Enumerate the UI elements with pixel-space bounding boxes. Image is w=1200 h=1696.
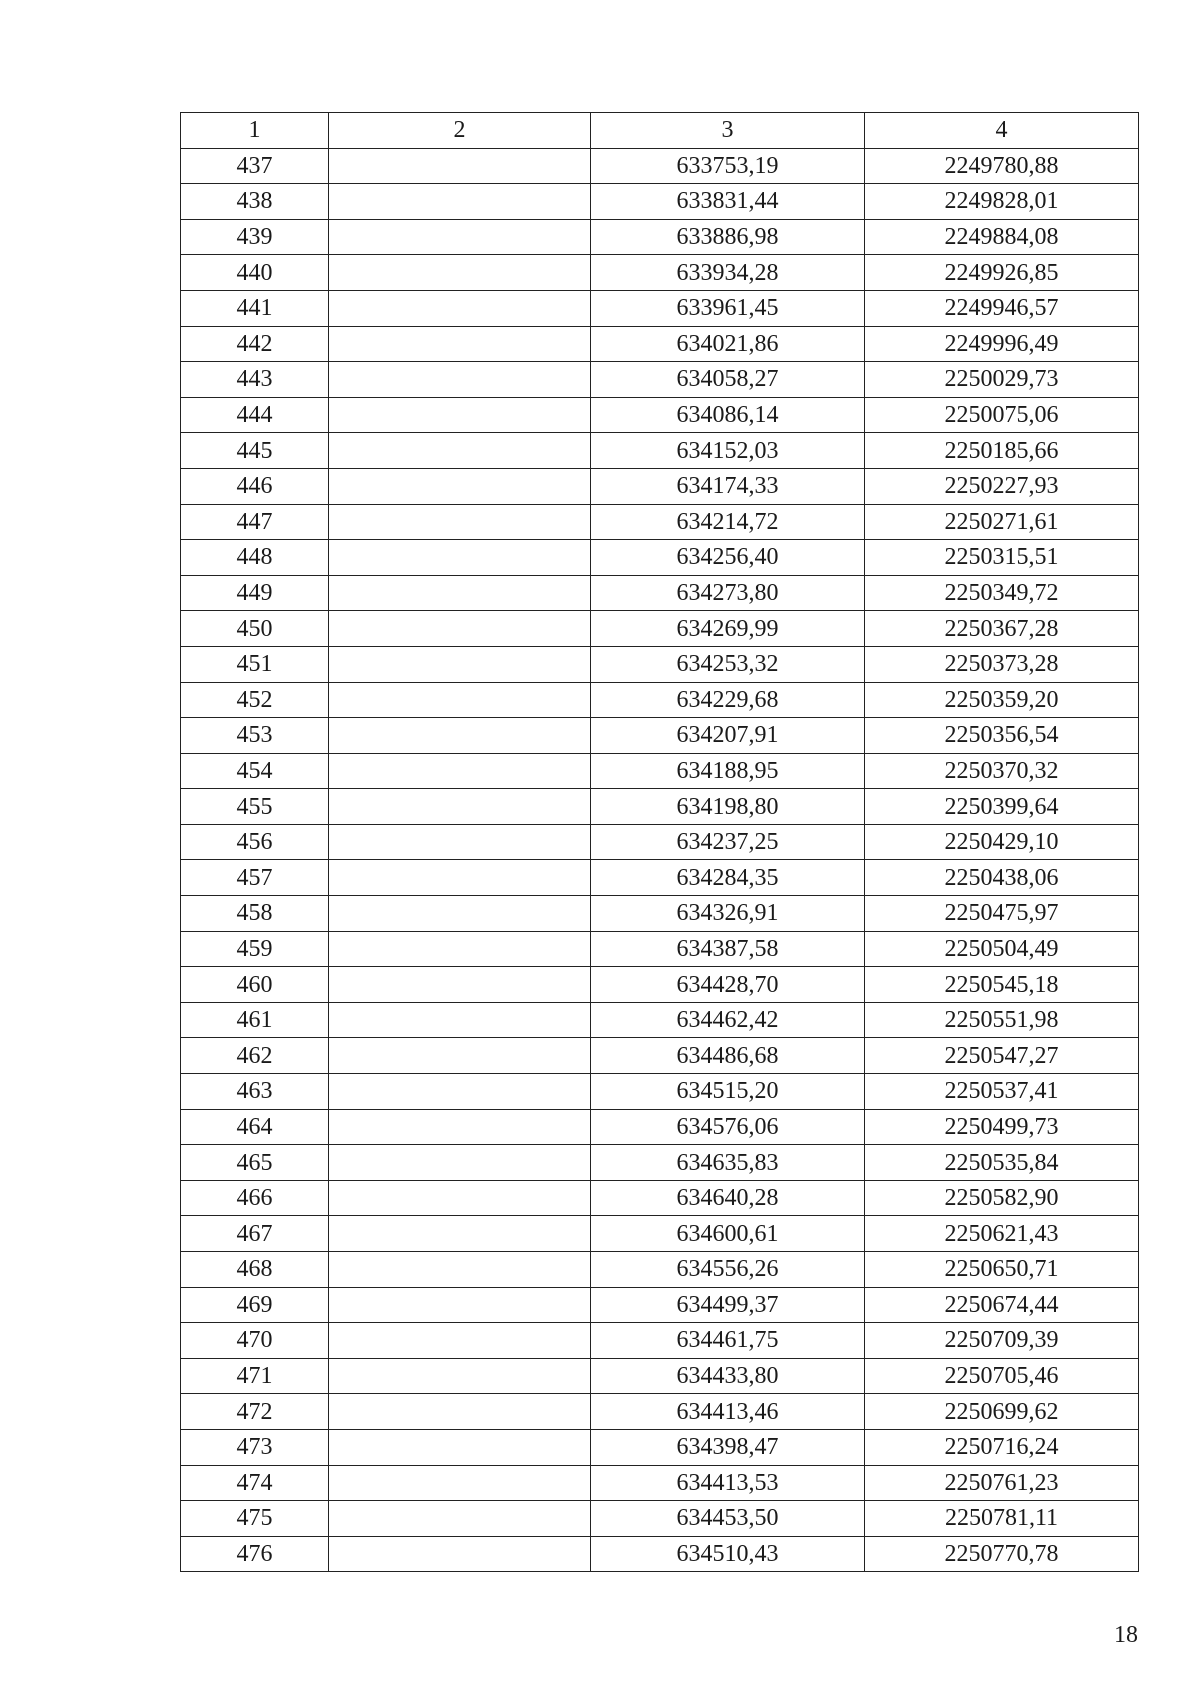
coordinate-x-cell: 633934,28 bbox=[591, 255, 865, 291]
empty-cell bbox=[329, 1252, 591, 1288]
empty-cell bbox=[329, 255, 591, 291]
coordinate-x-cell: 634237,25 bbox=[591, 824, 865, 860]
point-number-cell: 450 bbox=[181, 611, 329, 647]
point-number-cell: 446 bbox=[181, 468, 329, 504]
point-number-cell: 472 bbox=[181, 1394, 329, 1430]
coordinate-y-cell: 2250504,49 bbox=[865, 931, 1139, 967]
empty-cell bbox=[329, 504, 591, 540]
coordinate-y-cell: 2250621,43 bbox=[865, 1216, 1139, 1252]
coordinate-x-cell: 634273,80 bbox=[591, 575, 865, 611]
coordinate-y-cell: 2250674,44 bbox=[865, 1287, 1139, 1323]
table-row bbox=[181, 504, 1139, 540]
empty-cell bbox=[329, 718, 591, 754]
point-number-cell: 460 bbox=[181, 967, 329, 1003]
coordinate-x-cell: 634413,46 bbox=[591, 1394, 865, 1430]
coordinate-y-cell: 2250781,11 bbox=[865, 1501, 1139, 1537]
table-row bbox=[181, 362, 1139, 398]
point-number-cell: 444 bbox=[181, 397, 329, 433]
coordinate-y-cell: 2249946,57 bbox=[865, 290, 1139, 326]
empty-cell bbox=[329, 1465, 591, 1501]
point-number-cell: 466 bbox=[181, 1180, 329, 1216]
table-row bbox=[181, 219, 1139, 255]
empty-cell bbox=[329, 575, 591, 611]
coordinate-x-cell: 634058,27 bbox=[591, 362, 865, 398]
table-row bbox=[181, 1501, 1139, 1537]
empty-cell bbox=[329, 1180, 591, 1216]
point-number-cell: 473 bbox=[181, 1429, 329, 1465]
coordinate-x-cell: 634576,06 bbox=[591, 1109, 865, 1145]
coordinate-x-cell: 634188,95 bbox=[591, 753, 865, 789]
table-row bbox=[181, 967, 1139, 1003]
coordinate-x-cell: 634640,28 bbox=[591, 1180, 865, 1216]
empty-cell bbox=[329, 824, 591, 860]
coordinate-y-cell: 2250359,20 bbox=[865, 682, 1139, 718]
coordinate-y-cell: 2250545,18 bbox=[865, 967, 1139, 1003]
coordinate-y-cell: 2250399,64 bbox=[865, 789, 1139, 825]
table-row bbox=[181, 575, 1139, 611]
empty-cell bbox=[329, 753, 591, 789]
coordinate-x-cell: 634174,33 bbox=[591, 468, 865, 504]
empty-cell bbox=[329, 1038, 591, 1074]
table-row bbox=[181, 1074, 1139, 1110]
table-row bbox=[181, 433, 1139, 469]
empty-cell bbox=[329, 1287, 591, 1323]
table-row bbox=[181, 1180, 1139, 1216]
column-header-1: 1 bbox=[181, 113, 329, 149]
point-number-cell: 474 bbox=[181, 1465, 329, 1501]
coordinate-y-cell: 2250185,66 bbox=[865, 433, 1139, 469]
coordinate-x-cell: 633831,44 bbox=[591, 184, 865, 220]
table-row bbox=[181, 1287, 1139, 1323]
point-number-cell: 457 bbox=[181, 860, 329, 896]
point-number-cell: 453 bbox=[181, 718, 329, 754]
point-number-cell: 469 bbox=[181, 1287, 329, 1323]
table-row bbox=[181, 753, 1139, 789]
empty-cell bbox=[329, 896, 591, 932]
table-row bbox=[181, 646, 1139, 682]
coordinate-x-cell: 634214,72 bbox=[591, 504, 865, 540]
coordinate-y-cell: 2250535,84 bbox=[865, 1145, 1139, 1181]
coordinate-y-cell: 2250499,73 bbox=[865, 1109, 1139, 1145]
coordinate-x-cell: 634269,99 bbox=[591, 611, 865, 647]
coordinate-x-cell: 634461,75 bbox=[591, 1323, 865, 1359]
table-row bbox=[181, 824, 1139, 860]
table-row bbox=[181, 931, 1139, 967]
table-row bbox=[181, 1465, 1139, 1501]
table-row bbox=[181, 1038, 1139, 1074]
coordinate-x-cell: 634284,35 bbox=[591, 860, 865, 896]
coordinate-y-cell: 2250475,97 bbox=[865, 896, 1139, 932]
coordinate-y-cell: 2250537,41 bbox=[865, 1074, 1139, 1110]
point-number-cell: 464 bbox=[181, 1109, 329, 1145]
coordinate-y-cell: 2250227,93 bbox=[865, 468, 1139, 504]
empty-cell bbox=[329, 611, 591, 647]
empty-cell bbox=[329, 1216, 591, 1252]
point-number-cell: 456 bbox=[181, 824, 329, 860]
coordinate-x-cell: 634515,20 bbox=[591, 1074, 865, 1110]
coordinates-table bbox=[180, 112, 1139, 1572]
coordinate-x-cell: 634021,86 bbox=[591, 326, 865, 362]
empty-cell bbox=[329, 1536, 591, 1572]
table-row bbox=[181, 611, 1139, 647]
coordinate-y-cell: 2250075,06 bbox=[865, 397, 1139, 433]
page-number: 18 bbox=[1114, 1622, 1138, 1648]
coordinate-x-cell: 634486,68 bbox=[591, 1038, 865, 1074]
table-row bbox=[181, 326, 1139, 362]
point-number-cell: 438 bbox=[181, 184, 329, 220]
table-row bbox=[181, 290, 1139, 326]
coordinate-x-cell: 634556,26 bbox=[591, 1252, 865, 1288]
table-row bbox=[181, 1216, 1139, 1252]
coordinate-y-cell: 2249884,08 bbox=[865, 219, 1139, 255]
coordinate-x-cell: 634256,40 bbox=[591, 540, 865, 576]
table-row bbox=[181, 860, 1139, 896]
coordinate-x-cell: 634600,61 bbox=[591, 1216, 865, 1252]
point-number-cell: 462 bbox=[181, 1038, 329, 1074]
coordinate-y-cell: 2249828,01 bbox=[865, 184, 1139, 220]
table-row bbox=[181, 718, 1139, 754]
point-number-cell: 470 bbox=[181, 1323, 329, 1359]
point-number-cell: 455 bbox=[181, 789, 329, 825]
coordinate-y-cell: 2250029,73 bbox=[865, 362, 1139, 398]
table-row bbox=[181, 397, 1139, 433]
column-header-3: 3 bbox=[591, 113, 865, 149]
point-number-cell: 441 bbox=[181, 290, 329, 326]
coordinate-y-cell: 2250315,51 bbox=[865, 540, 1139, 576]
table-row bbox=[181, 1394, 1139, 1430]
coordinate-x-cell: 634462,42 bbox=[591, 1002, 865, 1038]
empty-cell bbox=[329, 362, 591, 398]
empty-cell bbox=[329, 1501, 591, 1537]
point-number-cell: 452 bbox=[181, 682, 329, 718]
coordinate-y-cell: 2250367,28 bbox=[865, 611, 1139, 647]
empty-cell bbox=[329, 931, 591, 967]
empty-cell bbox=[329, 646, 591, 682]
column-header-2: 2 bbox=[329, 113, 591, 149]
point-number-cell: 443 bbox=[181, 362, 329, 398]
point-number-cell: 439 bbox=[181, 219, 329, 255]
table-row bbox=[181, 1429, 1139, 1465]
empty-cell bbox=[329, 1429, 591, 1465]
coordinate-y-cell: 2250551,98 bbox=[865, 1002, 1139, 1038]
point-number-cell: 463 bbox=[181, 1074, 329, 1110]
table-row bbox=[181, 255, 1139, 291]
coordinate-x-cell: 634207,91 bbox=[591, 718, 865, 754]
empty-cell bbox=[329, 1074, 591, 1110]
column-header-4: 4 bbox=[865, 113, 1139, 149]
point-number-cell: 437 bbox=[181, 148, 329, 184]
coordinate-x-cell: 634453,50 bbox=[591, 1501, 865, 1537]
coordinate-y-cell: 2250271,61 bbox=[865, 504, 1139, 540]
table-row bbox=[181, 540, 1139, 576]
coordinate-x-cell: 634433,80 bbox=[591, 1358, 865, 1394]
point-number-cell: 445 bbox=[181, 433, 329, 469]
empty-cell bbox=[329, 433, 591, 469]
table-row bbox=[181, 184, 1139, 220]
coordinate-y-cell: 2250373,28 bbox=[865, 646, 1139, 682]
empty-cell bbox=[329, 184, 591, 220]
point-number-cell: 454 bbox=[181, 753, 329, 789]
empty-cell bbox=[329, 326, 591, 362]
coordinate-x-cell: 634499,37 bbox=[591, 1287, 865, 1323]
empty-cell bbox=[329, 1394, 591, 1430]
empty-cell bbox=[329, 1109, 591, 1145]
coordinate-y-cell: 2250370,32 bbox=[865, 753, 1139, 789]
table-row bbox=[181, 1109, 1139, 1145]
point-number-cell: 451 bbox=[181, 646, 329, 682]
empty-cell bbox=[329, 1323, 591, 1359]
point-number-cell: 465 bbox=[181, 1145, 329, 1181]
coordinate-y-cell: 2250709,39 bbox=[865, 1323, 1139, 1359]
coordinate-x-cell: 634398,47 bbox=[591, 1429, 865, 1465]
point-number-cell: 448 bbox=[181, 540, 329, 576]
table-row bbox=[181, 1252, 1139, 1288]
point-number-cell: 442 bbox=[181, 326, 329, 362]
empty-cell bbox=[329, 1358, 591, 1394]
point-number-cell: 461 bbox=[181, 1002, 329, 1038]
coordinate-y-cell: 2250761,23 bbox=[865, 1465, 1139, 1501]
coordinate-y-cell: 2250699,62 bbox=[865, 1394, 1139, 1430]
empty-cell bbox=[329, 397, 591, 433]
coordinate-x-cell: 634086,14 bbox=[591, 397, 865, 433]
point-number-cell: 475 bbox=[181, 1501, 329, 1537]
table-row bbox=[181, 1002, 1139, 1038]
empty-cell bbox=[329, 148, 591, 184]
coordinate-y-cell: 2250349,72 bbox=[865, 575, 1139, 611]
point-number-cell: 468 bbox=[181, 1252, 329, 1288]
empty-cell bbox=[329, 1145, 591, 1181]
point-number-cell: 440 bbox=[181, 255, 329, 291]
table-row bbox=[181, 789, 1139, 825]
coordinate-x-cell: 634635,83 bbox=[591, 1145, 865, 1181]
empty-cell bbox=[329, 1002, 591, 1038]
empty-cell bbox=[329, 967, 591, 1003]
point-number-cell: 447 bbox=[181, 504, 329, 540]
point-number-cell: 449 bbox=[181, 575, 329, 611]
point-number-cell: 471 bbox=[181, 1358, 329, 1394]
coordinate-y-cell: 2250650,71 bbox=[865, 1252, 1139, 1288]
empty-cell bbox=[329, 219, 591, 255]
table-row bbox=[181, 1145, 1139, 1181]
coordinate-x-cell: 634229,68 bbox=[591, 682, 865, 718]
table-header-row bbox=[181, 113, 1139, 149]
table-row bbox=[181, 148, 1139, 184]
table-row bbox=[181, 682, 1139, 718]
coordinate-y-cell: 2250438,06 bbox=[865, 860, 1139, 896]
coordinate-x-cell: 634198,80 bbox=[591, 789, 865, 825]
empty-cell bbox=[329, 789, 591, 825]
point-number-cell: 476 bbox=[181, 1536, 329, 1572]
coordinate-x-cell: 634413,53 bbox=[591, 1465, 865, 1501]
coordinate-x-cell: 633753,19 bbox=[591, 148, 865, 184]
coordinate-y-cell: 2250582,90 bbox=[865, 1180, 1139, 1216]
point-number-cell: 467 bbox=[181, 1216, 329, 1252]
coordinate-y-cell: 2250547,27 bbox=[865, 1038, 1139, 1074]
table-body bbox=[181, 148, 1139, 1572]
table-row bbox=[181, 1358, 1139, 1394]
coordinate-x-cell: 634387,58 bbox=[591, 931, 865, 967]
point-number-cell: 459 bbox=[181, 931, 329, 967]
coordinate-y-cell: 2250429,10 bbox=[865, 824, 1139, 860]
table-row bbox=[181, 1536, 1139, 1572]
coordinate-y-cell: 2249926,85 bbox=[865, 255, 1139, 291]
coordinate-y-cell: 2250770,78 bbox=[865, 1536, 1139, 1572]
table-row bbox=[181, 468, 1139, 504]
empty-cell bbox=[329, 682, 591, 718]
empty-cell bbox=[329, 860, 591, 896]
coordinate-y-cell: 2249780,88 bbox=[865, 148, 1139, 184]
coordinate-x-cell: 634152,03 bbox=[591, 433, 865, 469]
empty-cell bbox=[329, 290, 591, 326]
point-number-cell: 458 bbox=[181, 896, 329, 932]
coordinate-x-cell: 634253,32 bbox=[591, 646, 865, 682]
table-row bbox=[181, 896, 1139, 932]
empty-cell bbox=[329, 540, 591, 576]
empty-cell bbox=[329, 468, 591, 504]
coordinate-x-cell: 634510,43 bbox=[591, 1536, 865, 1572]
coordinate-x-cell: 634428,70 bbox=[591, 967, 865, 1003]
table-row bbox=[181, 1323, 1139, 1359]
coordinate-x-cell: 633961,45 bbox=[591, 290, 865, 326]
coordinate-y-cell: 2250716,24 bbox=[865, 1429, 1139, 1465]
coordinate-y-cell: 2250705,46 bbox=[865, 1358, 1139, 1394]
coordinate-y-cell: 2249996,49 bbox=[865, 326, 1139, 362]
coordinate-x-cell: 634326,91 bbox=[591, 896, 865, 932]
coordinate-y-cell: 2250356,54 bbox=[865, 718, 1139, 754]
coordinate-x-cell: 633886,98 bbox=[591, 219, 865, 255]
